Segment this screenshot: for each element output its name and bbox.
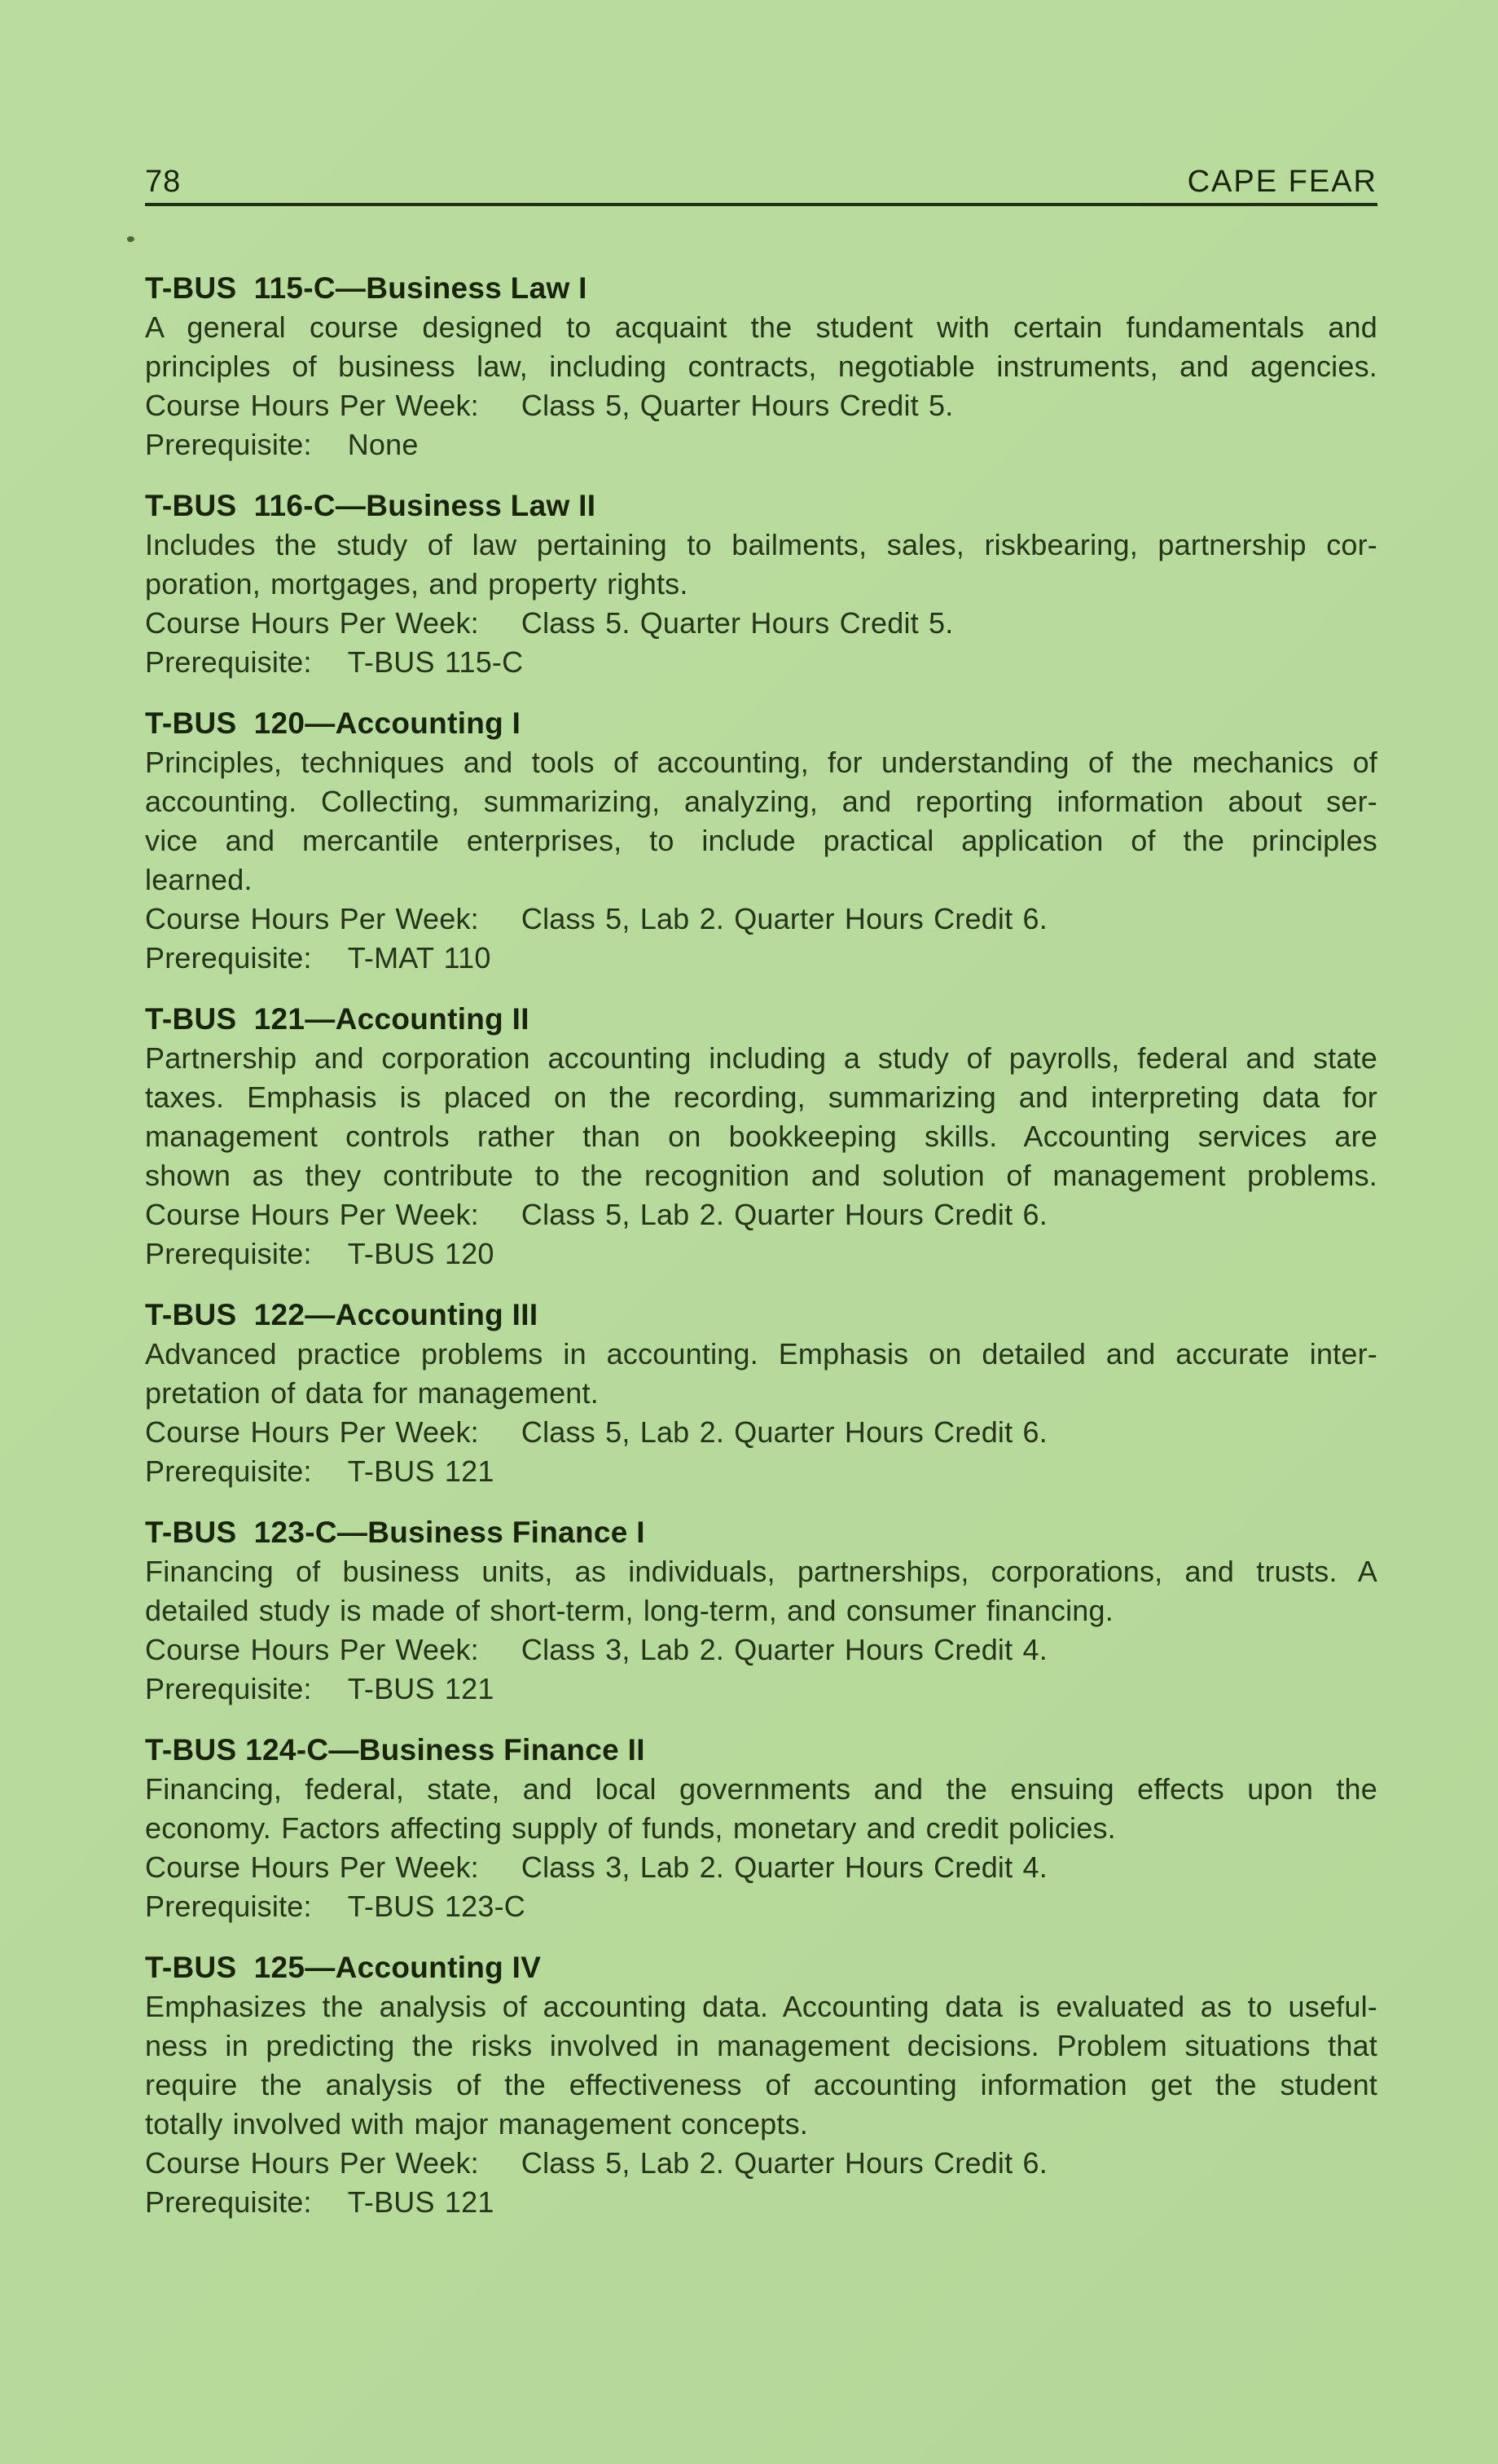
description-line: economy. Factors affecting supply of funds, monetary and credit policies.: [145, 1811, 1116, 1845]
course-hours-value: Class 5. Quarter Hours Credit 5.: [521, 606, 954, 640]
description-line: learned.: [145, 863, 253, 896]
course-block: [145, 1948, 1377, 2222]
course-prerequisite-value: T-BUS 121: [347, 1454, 494, 1488]
course-block: [145, 704, 1377, 978]
course-block: [145, 1731, 1377, 1926]
course-hours-label: Course Hours Per Week:: [145, 606, 479, 640]
description-line: shown as they contribute to the recognition and solution of management problems.: [145, 1159, 1377, 1192]
description-line: taxes. Emphasis is placed on the recording, summarizing and interpreting data for: [145, 1080, 1377, 1114]
description-line: Emphasizes the analysis of accounting data. Accounting data is evaluated as to useful-: [145, 1990, 1377, 2023]
course-title: T-BUS 123-C—Business Finance I: [145, 1516, 645, 1549]
description-line: Partnership and corporation accounting including a study of payrolls, federal and state: [145, 1041, 1377, 1075]
course-title: T-BUS 120—Accounting I: [145, 706, 521, 740]
course-description: [145, 308, 1377, 386]
course-block: [145, 1296, 1377, 1491]
description-line: A general course designed to acquaint the student with certain fundamentals and: [145, 310, 1377, 344]
course-block: [145, 1000, 1377, 1274]
course-prerequisite-line: [145, 1887, 1377, 1926]
course-hours-line: [145, 1413, 1377, 1452]
course-hours-value: Class 5, Lab 2. Quarter Hours Credit 6.: [521, 1198, 1048, 1231]
description-line: ness in predicting the risks involved in management decisions. Problem situations that: [145, 2029, 1377, 2062]
course-prerequisite-value: T-BUS 120: [347, 1237, 494, 1270]
course-hours-label: Course Hours Per Week:: [145, 2146, 479, 2180]
course-description: [145, 526, 1377, 604]
course-prerequisite-value: T-BUS 123-C: [347, 1890, 525, 1923]
course-hours-line: [145, 386, 1377, 425]
course-prerequisite-line: [145, 939, 1377, 978]
running-head: CAPE FEAR: [1187, 165, 1377, 199]
course-prerequisite-line: [145, 1670, 1377, 1709]
page-number: 78: [145, 165, 182, 199]
course-description: [145, 743, 1377, 900]
description-line: principles of business law, including contracts, negotiable instruments, and agencies.: [145, 350, 1377, 383]
course-prerequisite-value: T-BUS 121: [347, 1672, 494, 1705]
course-prerequisite-value: T-BUS 121: [347, 2185, 494, 2219]
description-line: pretation of data for management.: [145, 1376, 599, 1410]
course-description: [145, 1770, 1377, 1848]
course-title: T-BUS 122—Accounting III: [145, 1298, 538, 1331]
course-hours-value: Class 5, Quarter Hours Credit 5.: [521, 389, 954, 422]
course-prerequisite-value: None: [347, 428, 419, 461]
description-line: accounting. Collecting, summarizing, analyzing, and reporting information about ser-: [145, 785, 1377, 818]
course-block: [145, 1513, 1377, 1709]
course-hours-value: Class 5, Lab 2. Quarter Hours Credit 6.: [521, 2146, 1048, 2180]
course-block: [145, 486, 1377, 682]
course-title: T-BUS 115-C—Business Law I: [145, 271, 587, 305]
course-hours-line: [145, 1195, 1377, 1234]
course-prerequisite-label: Prerequisite:: [145, 941, 312, 975]
course-title: T-BUS 116-C—Business Law II: [145, 489, 596, 522]
course-list: [145, 269, 1377, 2244]
course-hours-value: Class 5, Lab 2. Quarter Hours Credit 6.: [521, 1415, 1048, 1449]
description-line: management controls rather than on bookkeeping skills. Accounting services are: [145, 1120, 1377, 1153]
course-hours-label: Course Hours Per Week:: [145, 902, 479, 935]
description-line: poration, mortgages, and property rights.: [145, 567, 688, 601]
course-hours-line: [145, 1630, 1377, 1670]
description-line: Includes the study of law pertaining to bailments, sales, riskbearing, partnership cor-: [145, 528, 1377, 561]
course-hours-value: Class 5, Lab 2. Quarter Hours Credit 6.: [521, 902, 1048, 935]
course-hours-label: Course Hours Per Week:: [145, 1850, 479, 1884]
course-description: [145, 1335, 1377, 1413]
course-prerequisite-label: Prerequisite:: [145, 1237, 312, 1270]
course-prerequisite-line: [145, 425, 1377, 464]
course-hours-label: Course Hours Per Week:: [145, 1633, 479, 1666]
course-title: T-BUS 125—Accounting IV: [145, 1951, 542, 1984]
course-hours-value: Class 3, Lab 2. Quarter Hours Credit 4.: [521, 1850, 1048, 1884]
description-line: detailed study is made of short-term, long-term, and consumer financing.: [145, 1594, 1114, 1627]
course-prerequisite-line: [145, 1452, 1377, 1491]
course-prerequisite-value: T-MAT 110: [347, 941, 491, 975]
course-title: T-BUS 121—Accounting II: [145, 1002, 529, 1036]
course-hours-label: Course Hours Per Week:: [145, 1198, 479, 1231]
course-hours-label: Course Hours Per Week:: [145, 389, 479, 422]
ink-speck: [127, 235, 135, 242]
course-prerequisite-label: Prerequisite:: [145, 428, 312, 461]
course-hours-value: Class 3, Lab 2. Quarter Hours Credit 4.: [521, 1633, 1048, 1666]
course-block: [145, 269, 1377, 464]
course-hours-line: [145, 1848, 1377, 1887]
description-line: Advanced practice problems in accounting. Emphasis on detailed and accurate inter-: [145, 1337, 1377, 1371]
course-hours-line: [145, 604, 1377, 643]
course-title: T-BUS 124-C—Business Finance II: [145, 1733, 645, 1767]
course-hours-line: [145, 2144, 1377, 2183]
course-description: [145, 1039, 1377, 1195]
course-description: [145, 1987, 1377, 2144]
description-line: Financing of business units, as individuals, partnerships, corporations, and trusts. A: [145, 1555, 1377, 1588]
course-hours-label: Course Hours Per Week:: [145, 1415, 479, 1449]
description-line: require the analysis of the effectiveness of accounting information get the student: [145, 2068, 1377, 2101]
course-prerequisite-label: Prerequisite:: [145, 1672, 312, 1705]
description-line: vice and mercantile enterprises, to include practical application of the principles: [145, 824, 1377, 857]
description-line: Principles, techniques and tools of accounting, for understanding of the mechanics of: [145, 746, 1377, 779]
description-line: totally involved with major management concepts.: [145, 2107, 808, 2141]
course-prerequisite-line: [145, 2183, 1377, 2222]
course-prerequisite-label: Prerequisite:: [145, 1454, 312, 1488]
course-prerequisite-label: Prerequisite:: [145, 2185, 312, 2219]
course-description: [145, 1552, 1377, 1630]
course-prerequisite-label: Prerequisite:: [145, 1890, 312, 1923]
course-hours-line: [145, 900, 1377, 939]
course-prerequisite-line: [145, 1234, 1377, 1274]
course-prerequisite-line: [145, 643, 1377, 682]
course-prerequisite-value: T-BUS 115-C: [347, 645, 524, 679]
description-line: Financing, federal, state, and local governments and the ensuing effects upon the: [145, 1772, 1377, 1806]
course-prerequisite-label: Prerequisite:: [145, 645, 312, 679]
page-header: [145, 165, 1377, 206]
